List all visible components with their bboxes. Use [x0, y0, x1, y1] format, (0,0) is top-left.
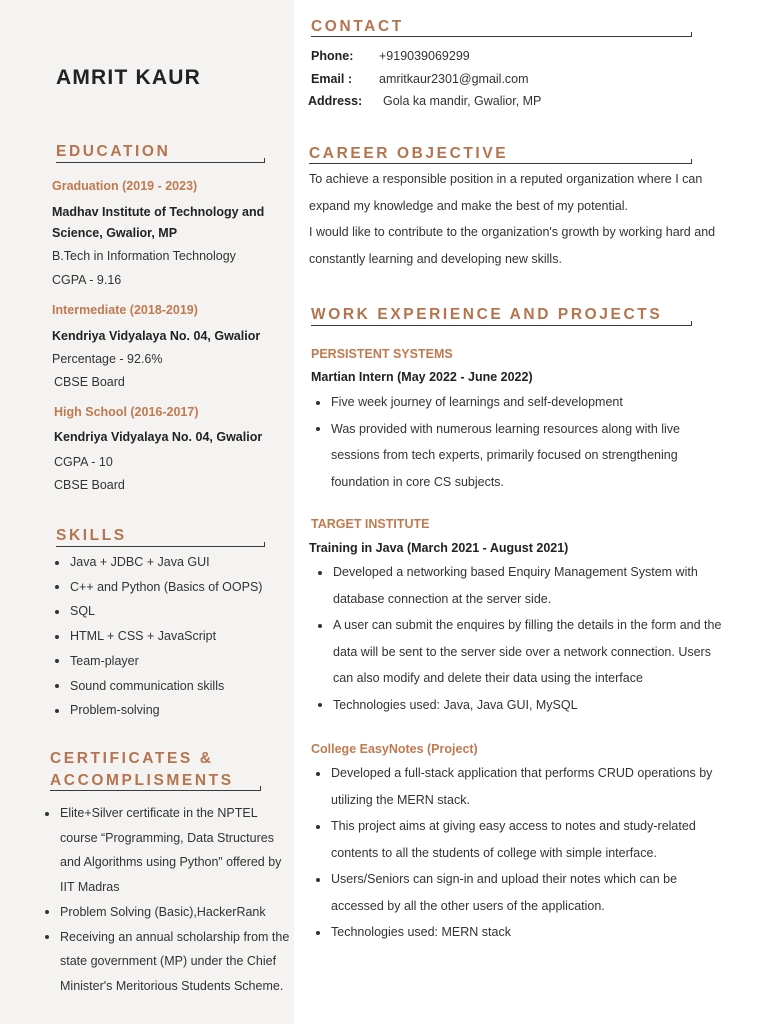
objective-heading: CAREER OBJECTIVE	[309, 145, 509, 162]
target-role: Training in Java (March 2021 - August 2021)	[309, 541, 569, 555]
certificate-item: Elite+Silver certificate in the NPTEL course “Programming, Data Structures and Algorithms using Python” offered by IIT Madras	[40, 801, 290, 900]
address-label: Address:	[308, 94, 363, 108]
highschool-school: Kendriya Vidyalaya No. 04, Gwalior	[54, 430, 263, 444]
easynotes-item: This project aims at giving easy access to notes and study-related contents to all the students of college with simple interface.	[311, 813, 721, 866]
contact-rule	[311, 36, 691, 37]
easynotes-list	[311, 760, 721, 946]
contact-email-row	[311, 72, 529, 86]
graduation-score: CGPA - 9.16	[52, 273, 122, 287]
skill-item: Team-player	[50, 649, 290, 674]
certificates-list	[40, 801, 290, 999]
email-value: amritkaur2301@gmail.com	[379, 72, 529, 86]
highschool-score: CGPA - 10	[54, 455, 113, 469]
contact-address-row	[308, 94, 541, 108]
skills-rule	[56, 546, 264, 547]
certificate-item: Receiving an annual scholarship from the state government (MP) under the Chief Minister's Meritorious Students Scheme.	[40, 925, 290, 999]
email-label: Email :	[311, 72, 352, 86]
objective-para-1: To achieve a responsible position in a reputed organization where I can expand my knowledge and make the best of my potential.	[309, 172, 703, 213]
skill-item: HTML + CSS + JavaScript	[50, 624, 290, 649]
target-item: A user can submit the enquires by filling the details in the form and the data will be sent to the server side over a network connection. Users can also modify and delete their data using the interface	[313, 612, 723, 692]
skill-item: Java + JDBC + Java GUI	[50, 550, 290, 575]
phone-label: Phone:	[311, 49, 354, 63]
skill-item: SQL	[50, 599, 290, 624]
work-heading: WORK EXPERIENCE AND PROJECTS	[311, 306, 663, 323]
easynotes-item: Technologies used: MERN stack	[311, 919, 721, 946]
certificates-rule	[50, 790, 260, 791]
intermediate-title: Intermediate (2018-2019)	[52, 303, 198, 317]
skill-item: C++ and Python (Basics of OOPS)	[50, 575, 290, 600]
skills-list	[50, 550, 290, 723]
certificates-heading-line1: CERTIFICATES &	[50, 750, 214, 767]
easynotes-item: Developed a full-stack application that performs CRUD operations by utilizing the MERN stack.	[311, 760, 721, 813]
target-item: Developed a networking based Enquiry Management System with database connection at the server side.	[313, 559, 723, 612]
objective-rule	[309, 163, 691, 164]
easynotes-item: Users/Seniors can sign-in and upload their notes which can be accessed by all the other users of the application.	[311, 866, 721, 919]
persistent-item: Five week journey of learnings and self-development	[311, 389, 721, 416]
contact-heading: CONTACT	[311, 18, 404, 35]
candidate-name: AMRIT KAUR	[56, 66, 201, 89]
intermediate-board: CBSE Board	[54, 375, 125, 389]
objective-para-2: I would like to contribute to the organization's growth by working hard and constantly learning and developing new skills.	[309, 225, 716, 266]
highschool-board: CBSE Board	[54, 478, 125, 492]
persistent-item: Was provided with numerous learning resources along with live sessions from tech experts, primarily focused on strengthening foundation in core CS subjects.	[311, 416, 721, 496]
education-heading: EDUCATION	[56, 143, 171, 160]
certificates-heading-line2: ACCOMPLISMENTS	[50, 772, 234, 789]
easynotes-title: College EasyNotes (Project)	[311, 742, 478, 756]
certificate-item: Problem Solving (Basic),HackerRank	[40, 900, 290, 925]
persistent-role: Martian Intern (May 2022 - June 2022)	[311, 370, 533, 384]
highschool-title: High School (2016-2017)	[54, 405, 199, 419]
skills-heading: SKILLS	[56, 527, 127, 544]
phone-value: +919039069299	[379, 49, 470, 63]
skill-item: Sound communication skills	[50, 674, 290, 699]
intermediate-score: Percentage - 92.6%	[52, 352, 163, 366]
graduation-title: Graduation (2019 - 2023)	[52, 179, 198, 193]
address-value: Gola ka mandir, Gwalior, MP	[383, 94, 542, 108]
work-rule	[311, 325, 691, 326]
persistent-company: PERSISTENT SYSTEMS	[311, 347, 453, 361]
target-company: TARGET INSTITUTE	[311, 517, 430, 531]
graduation-institute: Madhav Institute of Technology and Science, Gwalior, MP	[52, 205, 265, 240]
contact-phone-row	[311, 49, 470, 63]
intermediate-school: Kendriya Vidyalaya No. 04, Gwalior	[52, 329, 261, 343]
education-rule	[56, 162, 264, 163]
persistent-list	[311, 389, 721, 495]
skill-item: Problem-solving	[50, 698, 290, 723]
graduation-degree: B.Tech in Information Technology	[52, 249, 236, 263]
target-item: Technologies used: Java, Java GUI, MySQL	[313, 692, 723, 719]
target-list	[313, 559, 723, 718]
